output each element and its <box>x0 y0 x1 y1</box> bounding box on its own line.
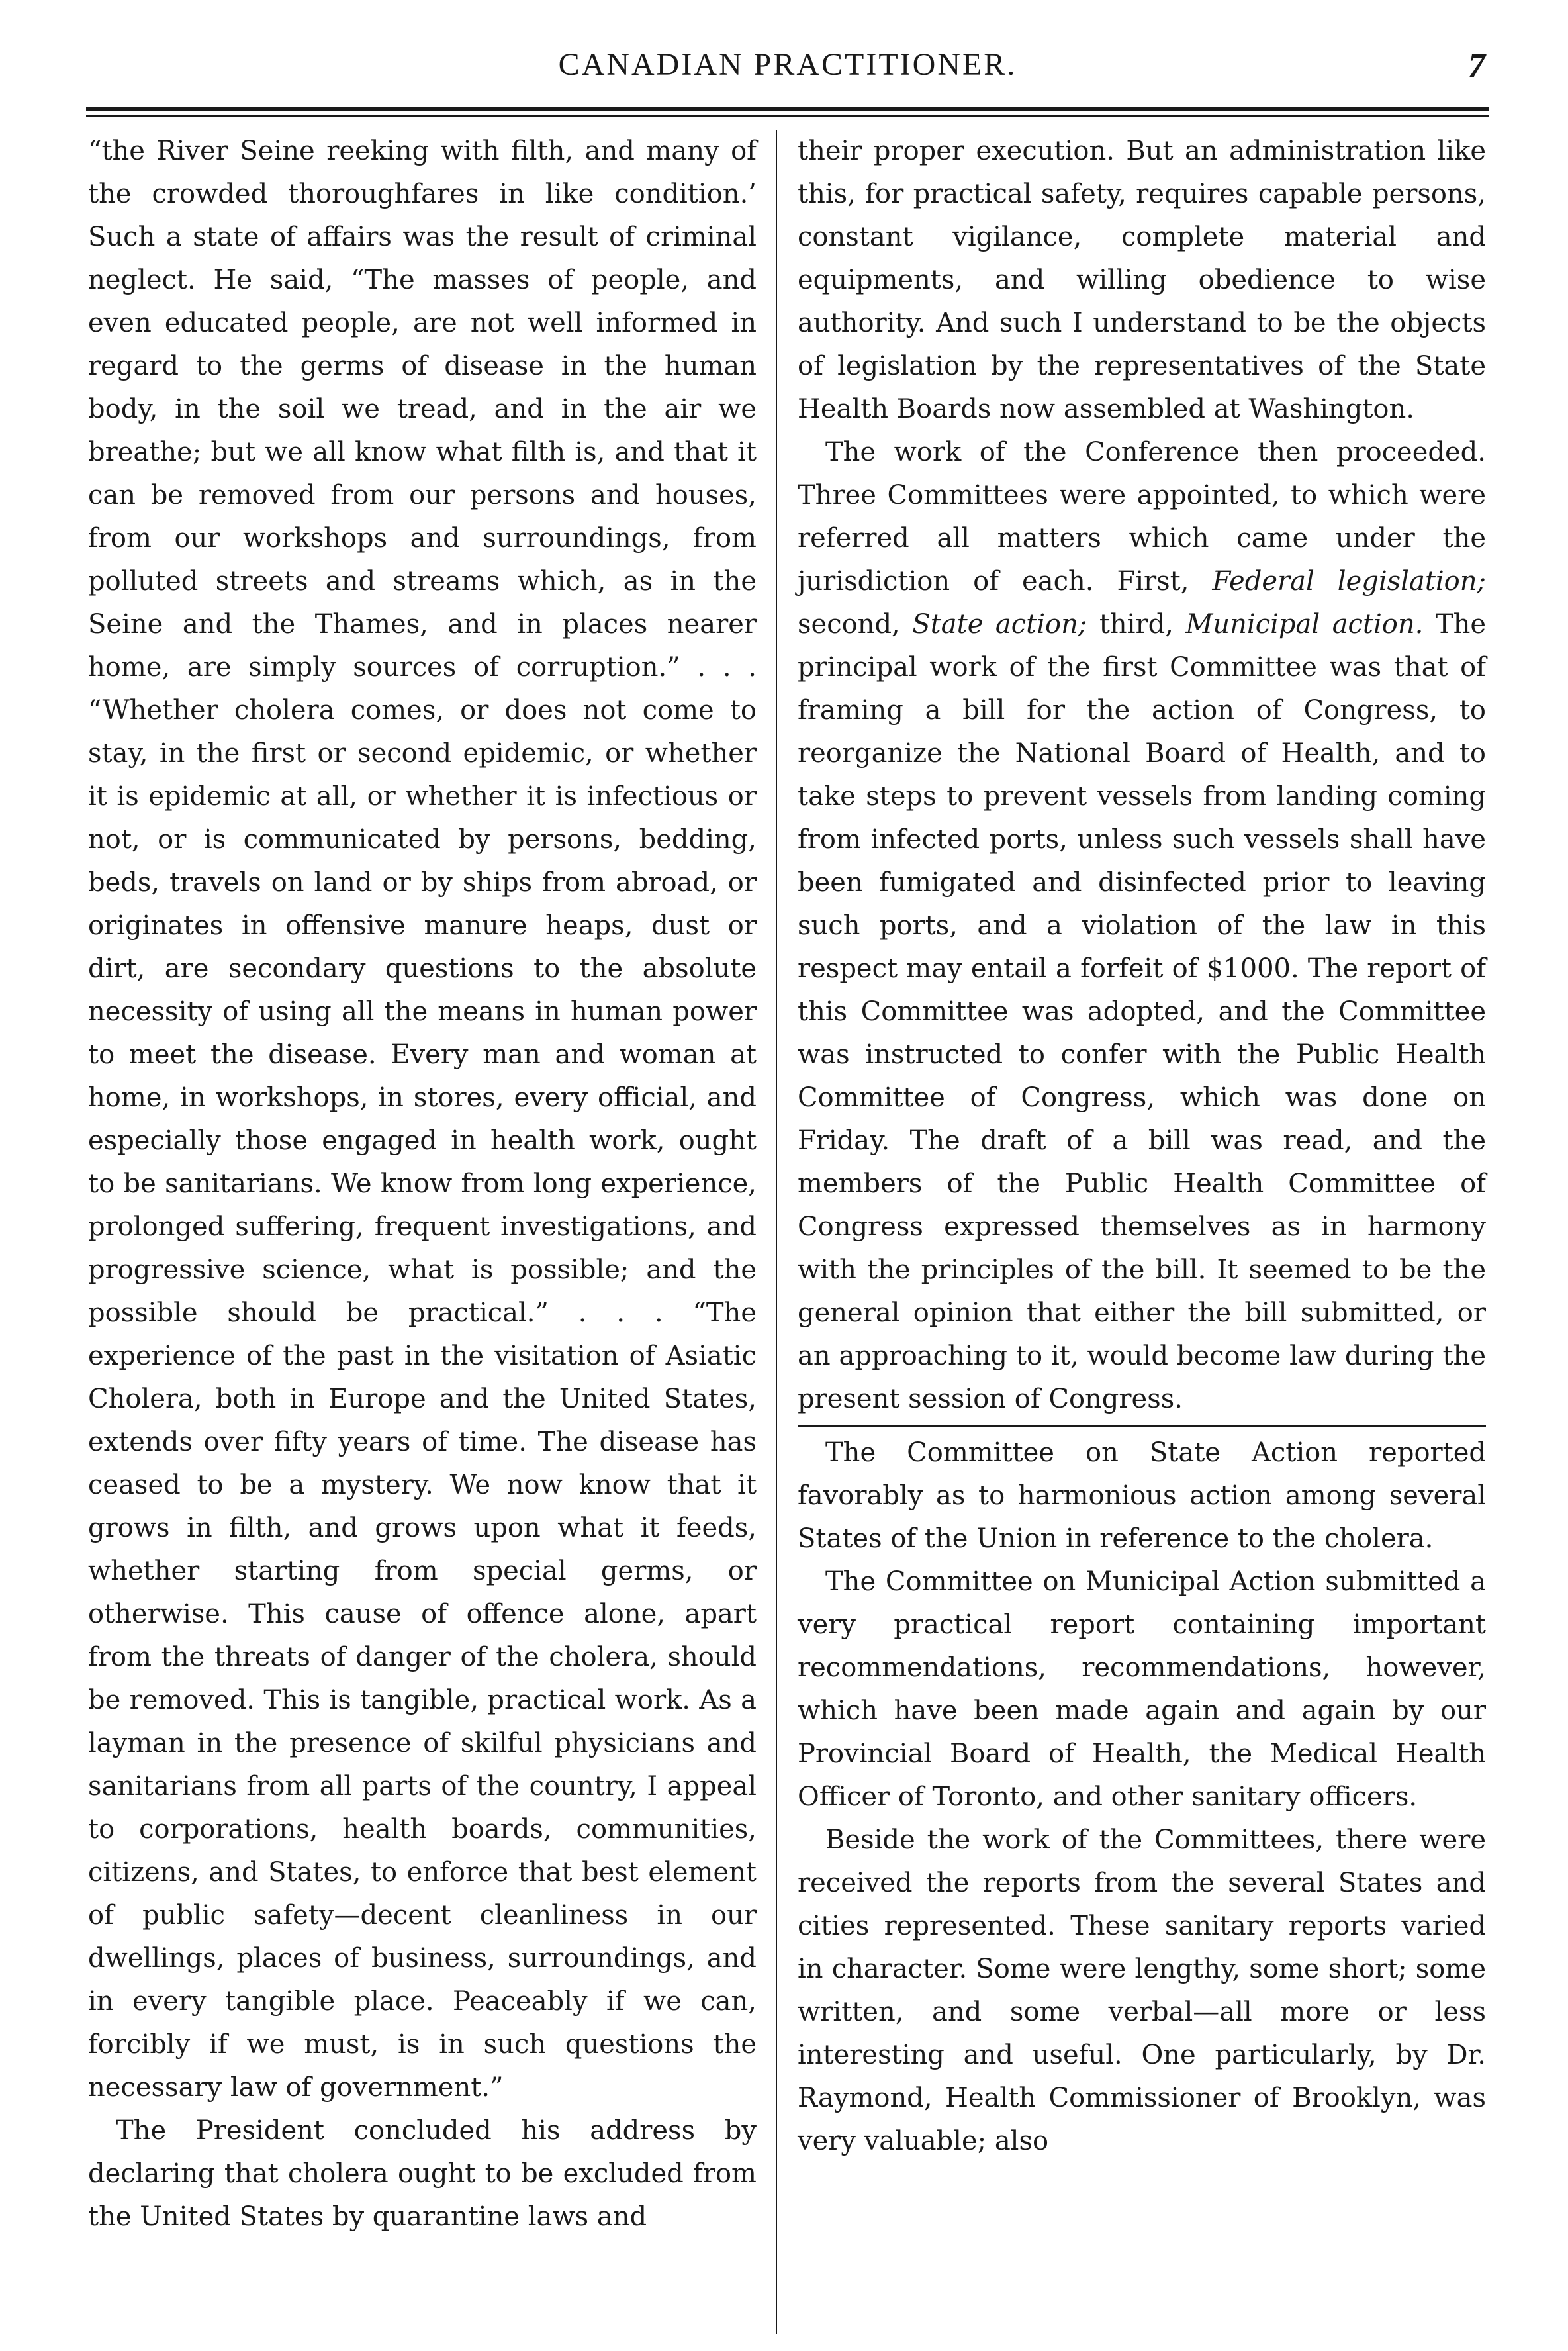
right-paragraph-municipal-action: The Committee on Municipal Action submitted a very practical report containing important recommendations, recommendations, however, which have been made again and again by our Provincial Board of Health, the Medical Health Officer of Toronto, and other sanitary officers. <box>798 1566 1486 1812</box>
page-header <box>86 46 1489 99</box>
left-column <box>88 130 757 2238</box>
left-paragraph-conclusion: The President concluded his address by declaring that cholera ought to be excluded from the United States by quarantine laws and <box>88 2115 757 2232</box>
header-rule-thin <box>86 115 1489 117</box>
right-paragraph-state-action: The Committee on State Action reported favorably as to harmonious action among several States of the Union in reference to the cholera. <box>798 1437 1486 1554</box>
page-number: 7 <box>1468 47 1485 85</box>
municipal-action-text: Municipal action. <box>1185 609 1424 640</box>
right-column <box>798 130 1486 2163</box>
paragraph-rule <box>798 1425 1486 1427</box>
conference-text-end: The principal work of the first Committee was that of framing a bill for the action of Congress, to reorganize the National Board of Health, and to take steps to prevent vessels from landing coming from infected ports, unless such vessels shall have been fumigated and disinfected prior to leaving such ports, and a violation of the law in this respect may entail a forfeit of $1000. The report of this Committee was adopted, and the Committee was instructed to confer with the Public Health Committee of Congress, which was done on Friday. The draft of a bill was read, and the members of the Public Health Committee of Congress expressed themselves as in harmony with the principles of the bill. It seemed to be the general opinion that either the bill submitted, or an approaching to it, would become law during the present session of Congress. <box>798 609 1487 1414</box>
state-action-text: State action; <box>912 609 1087 640</box>
conference-text-start: The work of the Conference then proceeded. Three Committees were appointed, to which were referred all matters which came under the jurisdiction of each. First, <box>798 437 1486 597</box>
right-paragraph-conference <box>798 431 1486 1421</box>
right-paragraph-execution: their proper execution. But an administration like this, for practical safety, requires capable persons, constant vigilance, complete material and equipments, and willing obedience to wise authority. And such I understand to be the objects of legislation by the representatives of the State Health Boards now assembled at Washington. <box>798 136 1486 424</box>
federal-legislation-text: Federal legislation; <box>1212 566 1487 597</box>
conference-text-second: second, <box>798 609 913 640</box>
header-rule-thick <box>86 107 1489 111</box>
conference-text-third: third, <box>1087 609 1186 640</box>
running-title: CANADIAN PRACTITIONER. <box>558 47 1017 82</box>
right-paragraph-reports: Beside the work of the Committees, there were received the reports from the several States and cities represented. These sanitary reports varied in character. Some were lengthy, some short; some written, and some verbal—all more or less interesting and useful. One particularly, by Dr. Raymond, Health Commissioner of Brooklyn, was very valuable; also <box>798 1825 1486 2156</box>
column-divider <box>776 130 777 2334</box>
left-paragraph-quote: “the River Seine reeking with filth, and many of the crowded thoroughfares in like condition.’ Such a state of affairs was the result of criminal neglect. He said, “The masses of people, and even educated people, are not well informed in regard to the germs of disease in the human body, in the soil we tread, and in the air we breathe; but we all know what filth is, and that it can be removed from our persons and houses, from our workshops and surroundings, from polluted streets and streams which, as in the Seine and the Thames, and in places nearer home, are simply sources of corruption.” . . . “Whether cholera comes, or does not come to stay, in the first or second epidemic, or whether it is epidemic at all, or whether it is infectious or not, or is communicated by persons, bedding, beds, travels on land or by ships from abroad, or originates in offensive manure heaps, dust or dirt, are secondary questions to the absolute necessity of using all the means in human power to meet the disease. Every man and woman at home, in workshops, in stores, every official, and especially those engaged in health work, ought to be sanitarians. We know from long experience, prolonged suffering, frequent investigations, and progressive science, what is possible; and the possible should be practical.” . . . “The experience of the past in the visitation of Asiatic Cholera, both in Europe and the United States, extends over fifty years of time. The disease has ceased to be a mystery. We now know that it grows in filth, and grows upon what it feeds, whether starting from special germs, or otherwise. This cause of offence alone, apart from the threats of danger of the cholera, should be removed. This is tangible, practical work. As a layman in the presence of skilful physicians and sanitarians from all parts of the country, I appeal to corporations, health boards, communities, citizens, and States, to enforce that best element of public safety—decent cleanliness in our dwellings, places of business, surroundings, and in every tangible place. Peaceably if we can, forcibly if we must, is in such questions the necessary law of government.” <box>88 136 757 2103</box>
